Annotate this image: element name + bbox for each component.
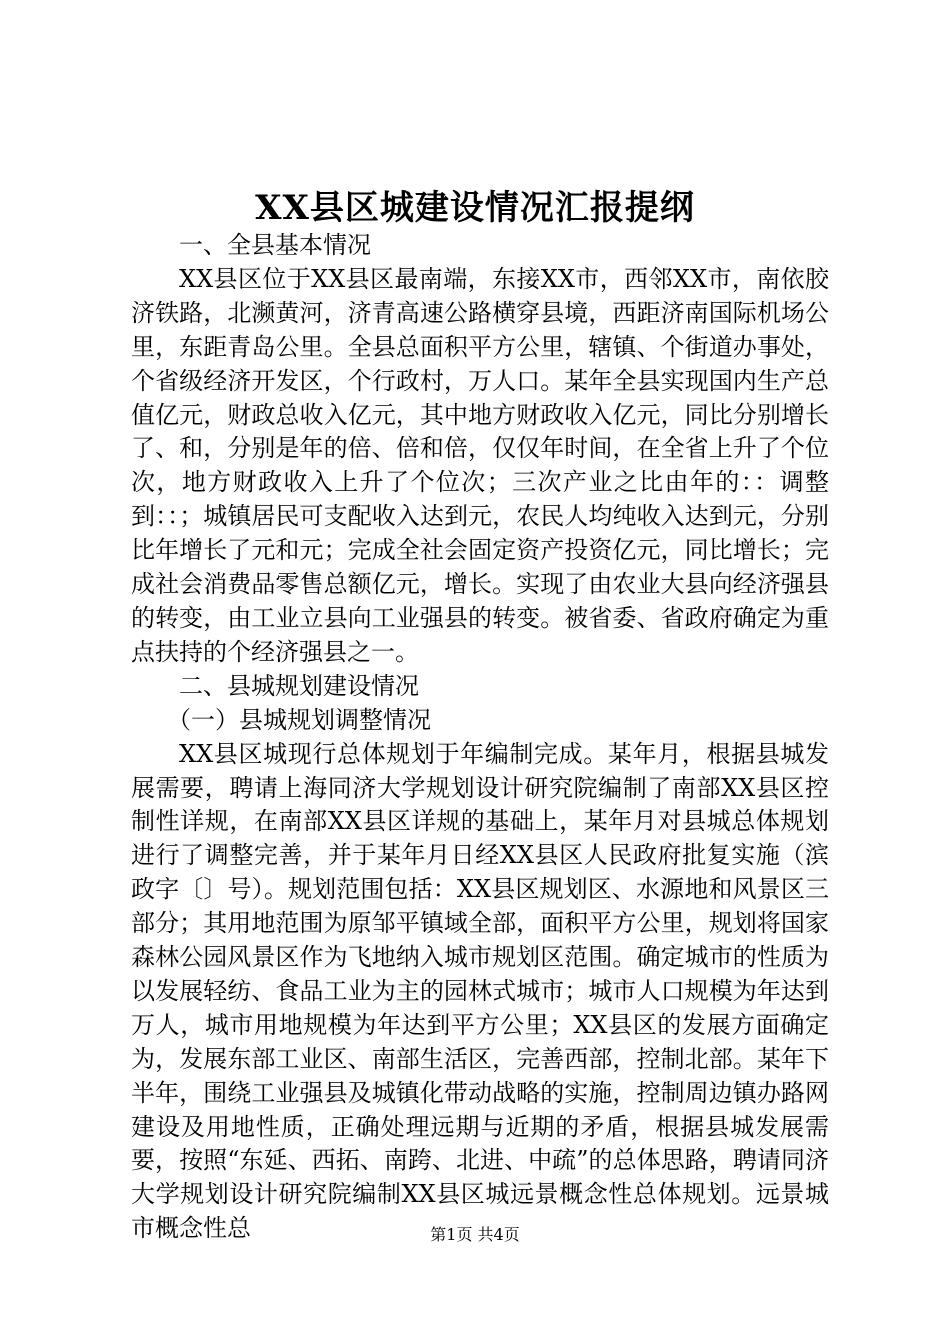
section-2-1-paragraph: XX县区城现行总体规划于年编制完成。某年月，根据县城发展需要，聘请上海同济大学规划设计研究院编制了南部XX县区控制性详规，在南部XX县区详规的基础上，某年月对县城总体规划进行了调整完善，并于某年月日经XX县区人民政府批复实施（滨政字〔〕号）。规划范围包括：XX县区规划区、水源地和风景区三部分；其用地范围为原邹平镇域全部，面积平方公里，规划将国家森林公园风景区作为飞地纳入城市规划区范围。确定城市的性质为以发展轻纺、食品工业为主的园林式城市；城市人口规模为年达到万人，城市用地规模为年达到平方公里；XX县区的发展方面确定为，发展东部工业区、南部生活区，完善西部，控制北部。某年下半年，围绕工业强县及城镇化带动战略的实施，控制周边镇办路网建设及用地性质，正确处理远期与近期的矛盾，根据县城发展需要，按照“东延、西拓、南跨、北进、中疏”的总体思路，聘请同济大学规划设计研究院编制XX县区城远景概念性总体规划。远景城市概念性总 (131, 739, 829, 1243)
page-footer: 第1页 共4页 (430, 1225, 520, 1244)
section-1-paragraph: XX县区位于XX县区最南端，东接XX市，西邻XX市，南依胶济铁路，北濒黄河，济青高速公路横穿县境，西距济南国际机场公里，东距青岛公里。全县总面积平方公里，辖镇、个街道办事处，个省级经济开发区，个行政村，万人口。某年全县实现国内生产总值亿元，财政总收入亿元，其中地方财政收入亿元，同比分别增长了、和，分别是年的倍、倍和倍，仅仅年时间，在全省上升了个位次，地方财政收入上升了个位次；三次产业之比由年的：：调整到：：；城镇居民可支配收入达到元，农民人均纯收入达到元，分别比年增长了元和元；完成全社会固定资产投资亿元，同比增长；完成社会消费品零售总额亿元，增长。实现了由农业大县向经济强县的转变，由工业立县向工业强县的转变。被省委、省政府确定为重点扶持的个经济强县之一。 (131, 264, 829, 666)
section-2-1-heading: （一）县城规划调整情况 (167, 705, 431, 734)
section-2-heading: 二、县城规划建设情况 (179, 671, 419, 700)
section-1-heading: 一、全县基本情况 (179, 231, 371, 259)
document-title: XX县区城建设情况汇报提纲 (255, 188, 695, 228)
document-body (131, 229, 829, 1246)
